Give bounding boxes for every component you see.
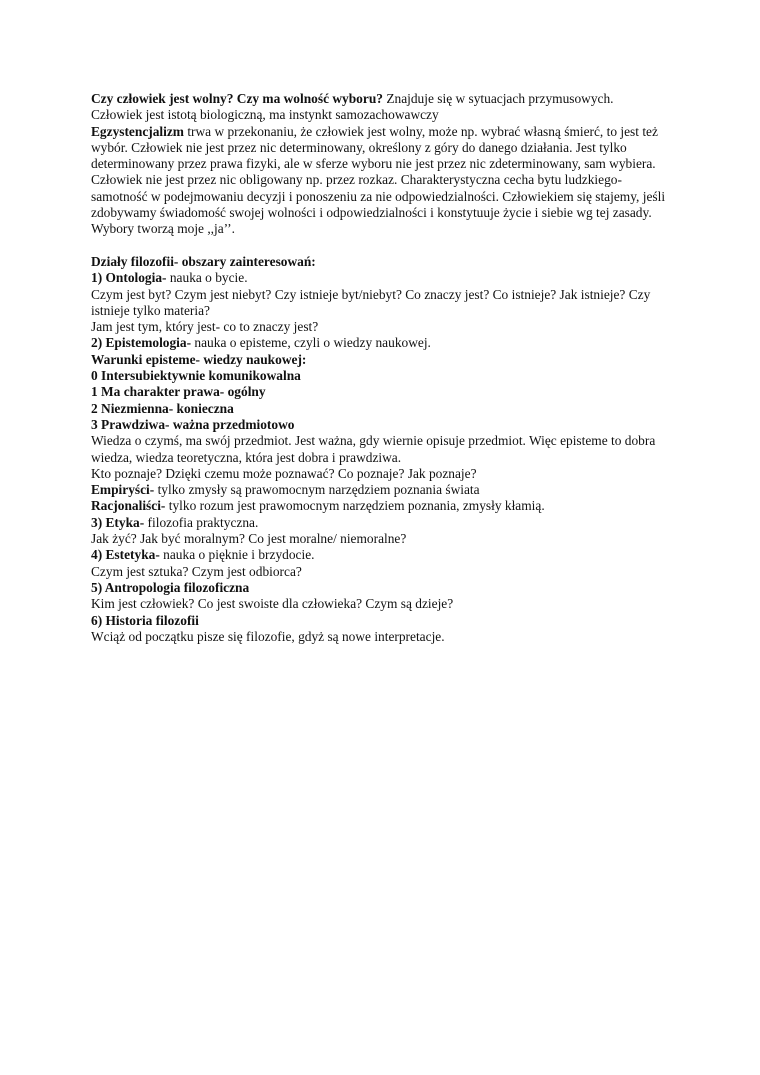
ontology-title: 1) Ontologia- nauka o bycie. xyxy=(91,270,248,286)
document-page xyxy=(91,91,681,645)
conditions-heading: Warunki episteme- wiedzy naukowej: xyxy=(91,351,307,367)
anthropology-questions: Kim jest człowiek? Co jest swoiste dla człowieka? Czym są dzieje? xyxy=(91,596,454,612)
section-heading: Działy filozofii- obszary zainteresowań: xyxy=(91,253,316,269)
anthropology-title: 5) Antropologia filozoficzna xyxy=(91,579,250,595)
history-title: 6) Historia filozofii xyxy=(91,612,199,628)
existentialism-paragraph: Egzystencjalizm trwa w przekonaniu, że człowiek jest wolny, może np. wybrać własną śmierć, to jest też wybór. Człowiek nie jest przez nic determinowany, określony z góry do danego działania. Jest tylko determinowany przez prawa fizyki, ale w sferze wyboru nie jest przez nic zdeterminowany, sam wybiera. Człowiek nie jest przez nic obligowany np. przez rozkaz. Charakterystyczna cecha bytu ludzkiego- samotność w podejmowaniu decyzji i ponoszeniu za nie odpowiedzialności. Człowiekiem się stajemy, jeśli zdobywamy świadomość swojej wolności i odpowiedzialności i konstytuuje życie i siebie wg tej zasady. Wybory tworzą moje ,,ja’’. xyxy=(91,123,666,237)
ethics-questions: Jak żyć? Jak być moralnym? Co jest moralne/ niemoralne? xyxy=(91,531,407,547)
knowledge-paragraph: Wiedza o czymś, ma swój przedmiot. Jest ważna, gdy wiernie opisuje przedmiot. Więc episteme to dobra wiedza, wiedza teoretyczna, która jest dobra i prawdziwa. xyxy=(91,433,656,465)
epistemology-title: 2) Epistemologia- nauka o episteme, czyli o wiedzy naukowej. xyxy=(91,335,431,351)
condition-item: 1 Ma charakter prawa- ogólny xyxy=(91,384,266,400)
knowledge-questions: Kto poznaje? Dzięki czemu może poznawać? Co poznaje? Jak poznaje? xyxy=(91,465,477,481)
rationalists-line: Racjonaliści- tylko rozum jest prawomocnym narzędziem poznania, zmysły kłamią. xyxy=(91,498,545,514)
history-text: Wciąż od początku pisze się filozofie, gdyż są nowe interpretacje. xyxy=(91,628,445,644)
empiricists-line: Empiryści- tylko zmysły są prawomocnym narzędziem poznania świata xyxy=(91,482,480,498)
aesthetics-title: 4) Estetyka- nauka o pięknie i brzydocie. xyxy=(91,547,315,563)
blank-line xyxy=(91,238,681,254)
aesthetics-questions: Czym jest sztuka? Czym jest odbiorca? xyxy=(91,563,302,579)
condition-item: 0 Intersubiektywnie komunikowalna xyxy=(91,368,301,384)
condition-item: 2 Niezmienna- konieczna xyxy=(91,400,234,416)
ontology-questions: Czym jest byt? Czym jest niebyt? Czy istnieje byt/niebyt? Co znaczy jest? Co istnieje? Jak istnieje? Czy istnieje tylko materia? xyxy=(91,286,651,318)
intro-biology: Człowiek jest istotą biologiczną, ma instynkt samozachowawczy xyxy=(91,107,439,123)
condition-item: 3 Prawdziwa- ważna przedmiotowo xyxy=(91,416,295,432)
ethics-title: 3) Etyka- filozofia praktyczna. xyxy=(91,514,259,530)
intro-question: Czy człowiek jest wolny? Czy ma wolność wyboru? Znajduje się w sytuacjach przymusowych. xyxy=(91,91,614,106)
ontology-quote: Jam jest tym, który jest- co to znaczy jest? xyxy=(91,319,319,335)
